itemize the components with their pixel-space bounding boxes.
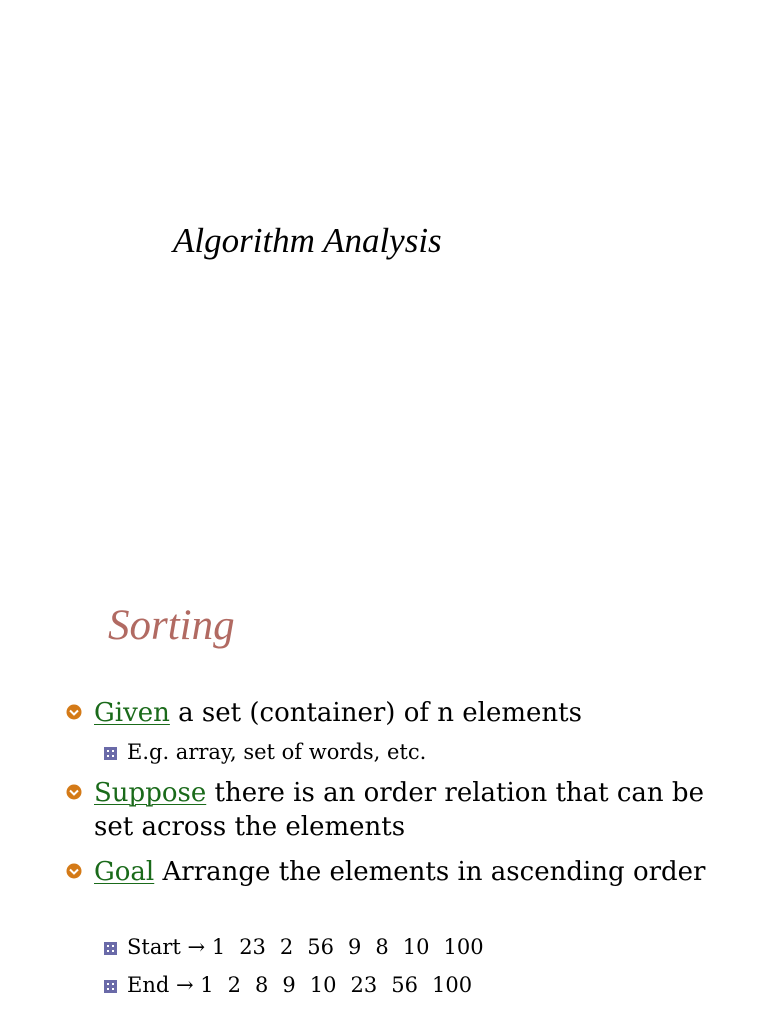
- keyword-suppose: Suppose: [94, 778, 207, 808]
- start-sequence: [127, 933, 498, 961]
- bullet-marker-icon: [66, 704, 82, 720]
- keyword-given: Given: [94, 698, 170, 728]
- sub-bullet-marker-icon: [104, 980, 117, 993]
- arrow-icon: →: [187, 935, 206, 959]
- end-label: End: [127, 973, 170, 997]
- sequence-value: 1: [211, 935, 226, 959]
- bullet-suppose: [94, 776, 734, 844]
- sequence-value: 8: [375, 935, 389, 959]
- sub-bullet-example: E.g. array, set of words, etc.: [127, 740, 427, 764]
- sequence-value: 1: [200, 973, 214, 997]
- start-values: [212, 935, 498, 959]
- bullet-text: there is an order relation that can be set across the elements: [94, 778, 704, 842]
- bullet-marker-icon: [66, 863, 82, 879]
- sequence-value: 8: [255, 973, 269, 997]
- sequence-value: 100: [443, 935, 484, 959]
- sequence-value: 9: [348, 935, 362, 959]
- arrow-icon: →: [176, 973, 194, 997]
- sub-bullet-marker-icon: [104, 747, 117, 760]
- bullet-text: a set (container) of n elements: [169, 698, 582, 728]
- sequence-value: 23: [239, 935, 266, 959]
- bullet-given: [94, 696, 734, 730]
- bullet-text: Arrange the elements in ascending order: [154, 857, 706, 887]
- bullet-marker-icon: [66, 784, 82, 800]
- section-heading: Sorting: [108, 602, 235, 649]
- sequence-value: 56: [307, 935, 335, 959]
- sequence-value: 10: [309, 973, 337, 997]
- bullet-goal: [94, 855, 734, 889]
- start-label: Start: [127, 935, 181, 959]
- end-sequence: [127, 971, 486, 999]
- sequence-value: 100: [432, 973, 473, 997]
- sequence-value: 23: [350, 973, 378, 997]
- sub-bullet-marker-icon: [104, 942, 117, 955]
- sequence-value: 2: [227, 973, 242, 997]
- sequence-value: 9: [282, 973, 296, 997]
- keyword-goal: Goal: [94, 857, 155, 887]
- sequence-value: 56: [391, 973, 418, 997]
- sequence-value: 10: [402, 935, 430, 959]
- sequence-value: 2: [279, 935, 294, 959]
- page-title: Algorithm Analysis: [173, 221, 442, 260]
- end-values: [200, 973, 486, 997]
